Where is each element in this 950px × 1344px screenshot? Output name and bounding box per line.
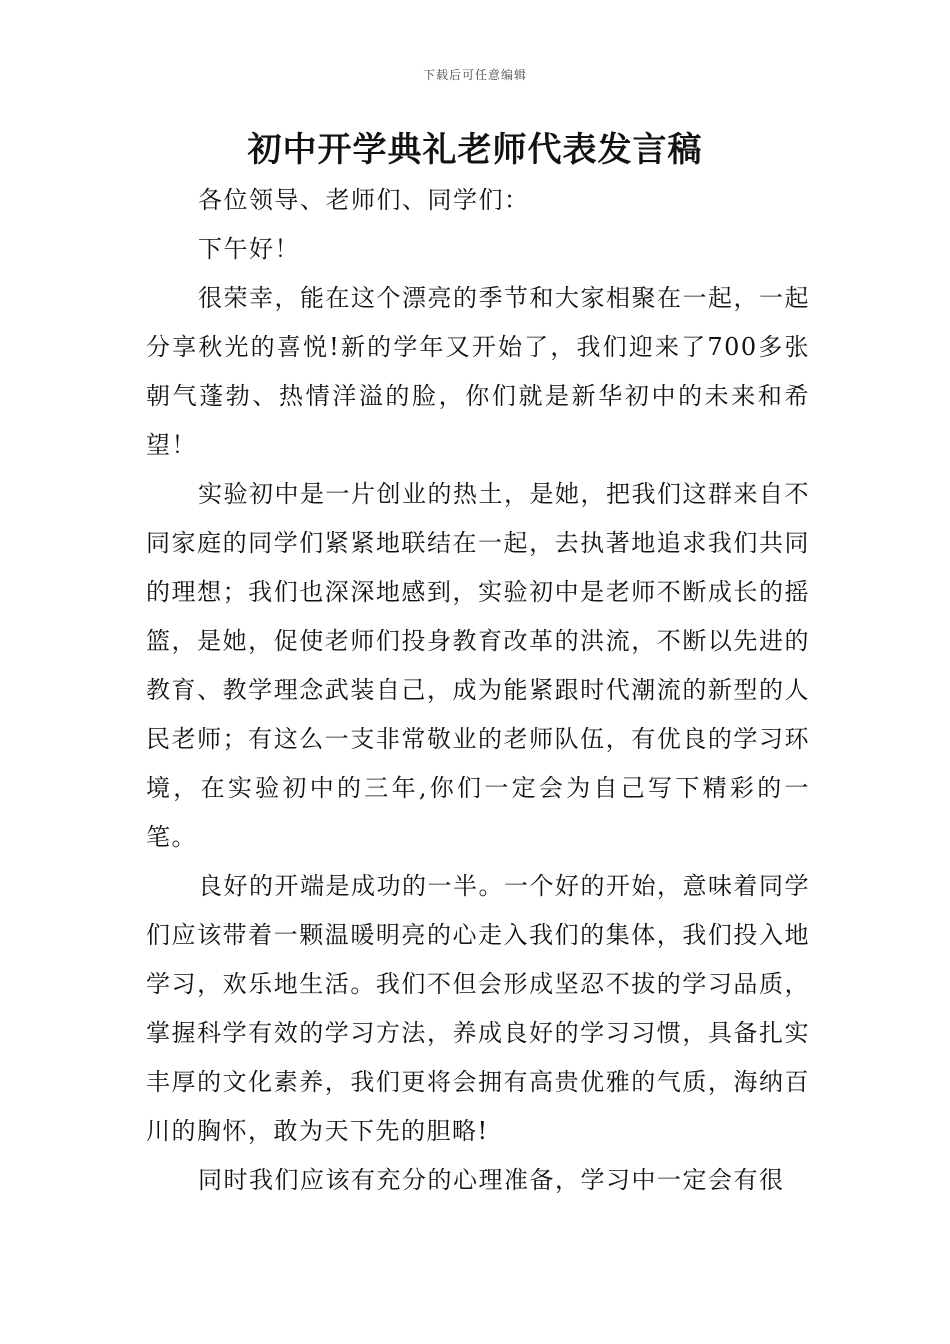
paragraph: 实验初中是一片创业的热土，是她，把我们这群来自不同家庭的同学们紧紧地联结在一起，去执著地追求我们共同的理想；我们也深深地感到，实验初中是老师不断成长的摇篮，是她，促使老师们投身教育改革的洪流，不断以先进的教育、教学理念武装自己，成为能紧跟时代潮流的新型的人民老师；有这么一支非常敬业的老师队伍，有优良的学习环境，在实验初中的三年,你们一定会为自己写下精彩的一笔。 (146, 480, 810, 851)
header-note: 下载后可任意编辑 (422, 68, 527, 82)
paragraph: 同时我们应该有充分的心理准备，学习中一定会有很 (198, 1166, 785, 1194)
salutation: 各位领导、老师们、同学们： (198, 186, 530, 214)
greeting: 下午好！ (198, 235, 300, 263)
paragraph: 很荣幸，能在这个漂亮的季节和大家相聚在一起，一起分享秋光的喜悦!新的学年又开始了，我们迎来了700多张朝气蓬勃、热情洋溢的脸，你们就是新华初中的未来和希望！ (146, 284, 810, 459)
paragraph: 良好的开端是成功的一半。一个好的开始，意味着同学们应该带着一颗温暖明亮的心走入我们的集体，我们投入地学习，欢乐地生活。我们不但会形成坚忍不拔的学习品质，掌握科学有效的学习方法，养成良好的学习习惯，具备扎实丰厚的文化素养，我们更将会拥有高贵优雅的气质，海纳百川的胸怀，敢为天下先的胆略! (146, 872, 810, 1145)
document-body (146, 176, 810, 1205)
page-title: 初中开学典礼老师代表发言稿 (247, 130, 703, 170)
